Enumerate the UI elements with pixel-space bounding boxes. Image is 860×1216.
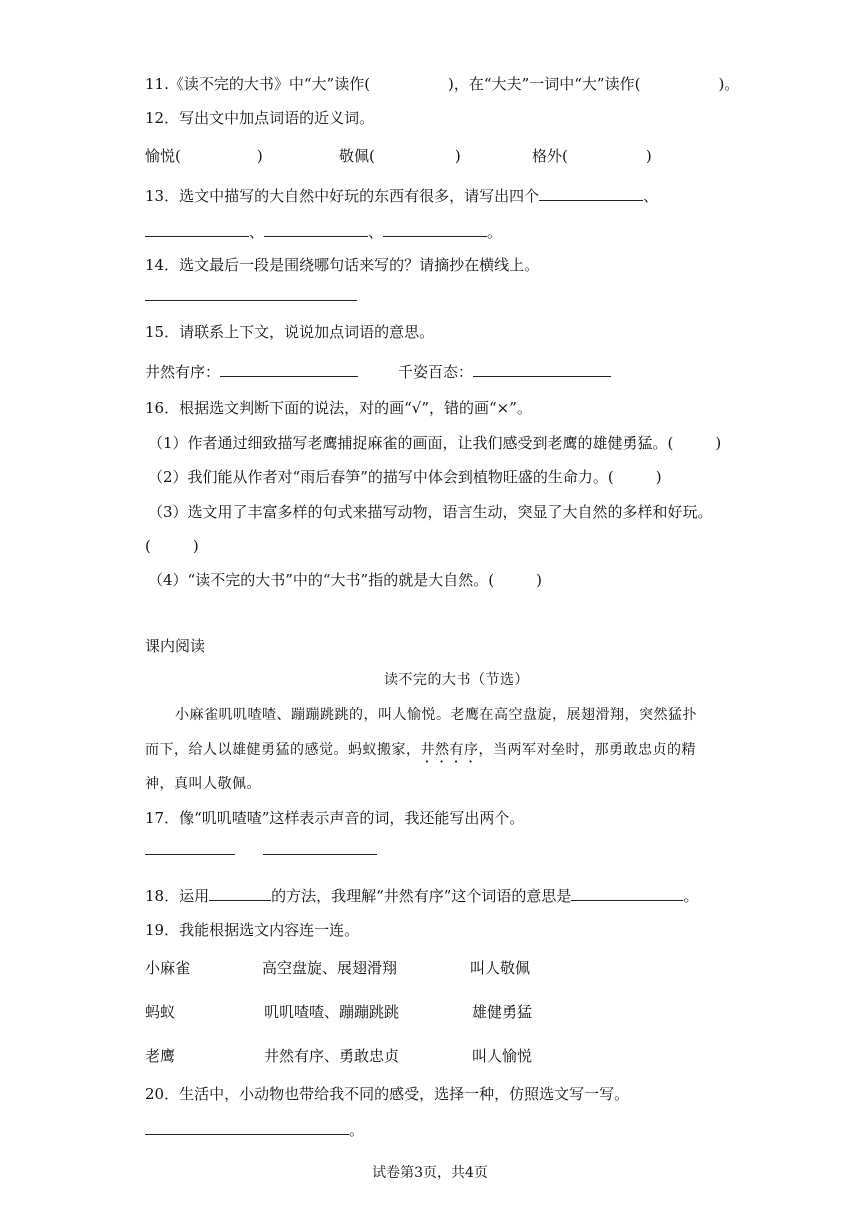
question-14-answer	[145, 286, 357, 306]
match-left-3[interactable]: 老鹰	[145, 1047, 176, 1065]
section-heading: 课内阅读	[145, 637, 206, 655]
question-15-title: 15．请联系上下文，说说加点词语的意思。	[145, 323, 435, 341]
answer-line[interactable]	[145, 1120, 349, 1135]
answer-blank[interactable]	[539, 186, 643, 201]
question-16-statement-3: （3）选文用了丰富多样的句式来描写动物，语言生动，突显了大自然的多样和好玩。	[148, 503, 713, 521]
answer-blank[interactable]	[263, 840, 377, 855]
question-14-title: 14．选文最后一段是围绕哪句话来写的？请摘抄在横线上。	[145, 256, 540, 274]
match-right-2[interactable]: 雄健勇猛	[472, 1003, 533, 1021]
answer-blank[interactable]	[264, 222, 368, 237]
passage-line-3: 神，真叫人敬佩。	[145, 776, 261, 792]
question-12-word-2: 敬佩( )	[339, 147, 461, 165]
question-13: 13．选文中描写的大自然中好玩的东西有很多，请写出四个 、	[145, 187, 659, 205]
passage-line-2: 而下，给人以雄健勇猛的感觉。蚂蚁搬家，井然有序，当两军对垒时，那勇敢忠贞的精	[145, 742, 696, 758]
question-12-word-3: 格外( )	[532, 147, 652, 165]
answer-blank[interactable]	[220, 362, 358, 377]
emphasized-word: 井然有序	[420, 742, 479, 758]
answer-blank[interactable]	[145, 222, 249, 237]
question-16-statement-2: （2）我们能从作者对“雨后春笋”的描写中体会到植物旺盛的生命力。( )	[148, 468, 662, 486]
question-16-statement-4: （4）“读不完的大书”中的“大书”指的就是大自然。( )	[148, 571, 542, 589]
match-left-1[interactable]: 小麻雀	[145, 959, 191, 977]
question-16-title: 16．根据选文判断下面的说法，对的画“√”，错的画“×”。	[145, 399, 532, 417]
page-footer: 试卷第3页，共4页	[372, 1165, 488, 1181]
passage-title: 读不完的大书（节选）	[384, 672, 529, 688]
question-16-statement-3-answer: ( )	[145, 537, 199, 555]
question-18: 18．运用 的方法，我理解“井然有序”这个词语的意思是 。	[145, 887, 699, 905]
match-mid-3[interactable]: 井然有序、勇敢忠贞	[264, 1047, 400, 1065]
match-right-3[interactable]: 叫人愉悦	[472, 1047, 533, 1065]
question-12-words: 愉悦( )	[145, 147, 263, 165]
question-16-statement-1: （1）作者通过细致描写老鹰捕捉麻雀的画面，让我们感受到老鹰的雄健勇猛。( )	[148, 434, 722, 452]
question-17-answers	[145, 840, 377, 860]
answer-blank[interactable]	[571, 886, 683, 901]
answer-line[interactable]	[145, 286, 357, 301]
question-12-title: 12．写出文中加点词语的近义词。	[145, 109, 375, 127]
question-13-blanks: 、 、 。	[145, 222, 502, 242]
answer-blank[interactable]	[383, 222, 487, 237]
answer-blank[interactable]	[473, 362, 611, 377]
question-15-word-1: 井然有序：	[145, 362, 358, 382]
answer-blank[interactable]	[145, 840, 235, 855]
answer-blank[interactable]	[209, 886, 271, 901]
question-15-word-2: 千姿百态：	[398, 362, 611, 382]
match-mid-2[interactable]: 叽叽喳喳、蹦蹦跳跳	[264, 1003, 400, 1021]
match-mid-1[interactable]: 高空盘旋、展翅滑翔	[262, 959, 398, 977]
question-20-title: 20．生活中，小动物也带给我不同的感受，选择一种，仿照选文写一写。	[145, 1085, 630, 1103]
match-left-2[interactable]: 蚂蚁	[145, 1003, 176, 1021]
question-19-title: 19．我能根据选文内容连一连。	[145, 921, 360, 939]
question-20-answer: 。	[145, 1120, 364, 1140]
question-11: 11.《读不完的大书》中“大”读作( )，在“大夫”一词中“大”读作( )。	[145, 75, 740, 93]
match-right-1[interactable]: 叫人敬佩	[470, 959, 531, 977]
passage-line-1: 小麻雀叽叽喳喳、蹦蹦跳跳的，叫人愉悦。老鹰在高空盘旋，展翅滑翔，突然猛扑	[175, 707, 697, 723]
question-17-title: 17．像“叽叽喳喳”这样表示声音的词，我还能写出两个。	[145, 809, 525, 827]
